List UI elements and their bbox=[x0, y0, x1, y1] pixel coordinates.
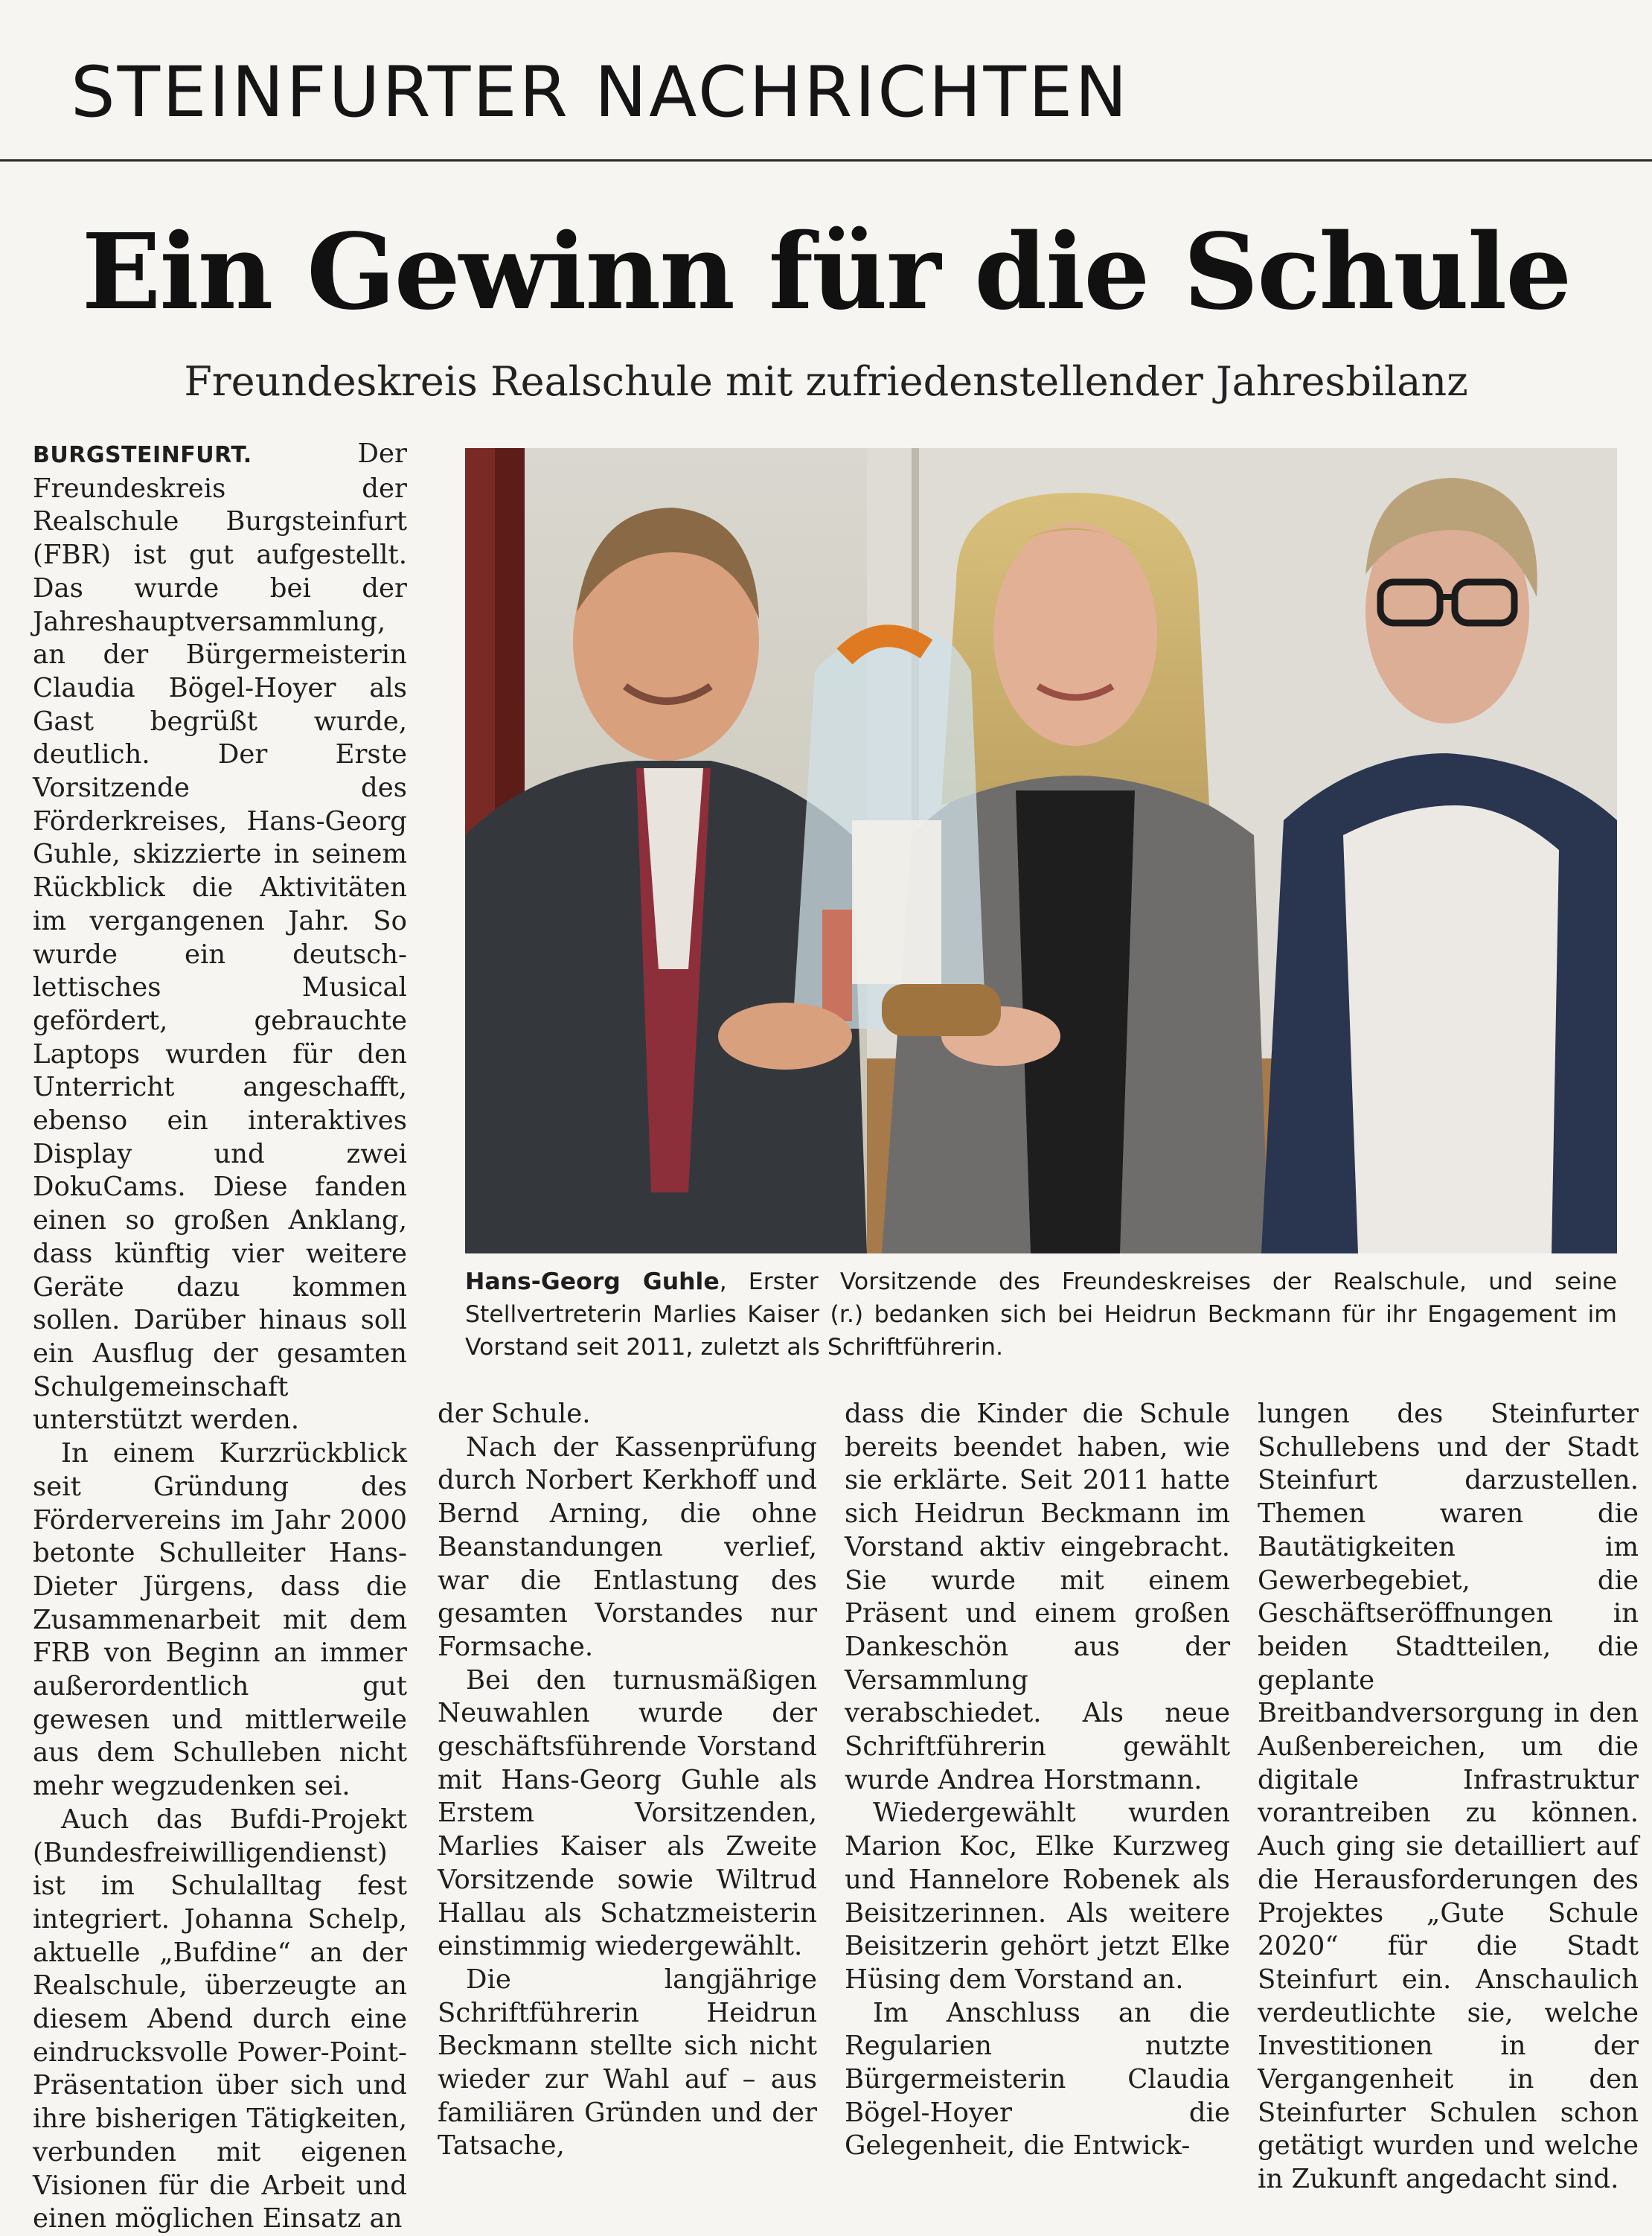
article-column-4 bbox=[1258, 1398, 1639, 2197]
paragraph: lungen des Steinfurter Schullebens und der Stadt Steinfurt darzustellen. Themen waren die Bautätigkeiten im Gewerbegebiet, die Geschäftseröffnungen in beiden Stadtteilen, die geplante Breitbandversorgung in den Außenbereichen, um die digitale Infrastruktur vorantreiben zu können. Auch ging sie detailliert auf die Herausforderungen des Projektes „Gute Schule 2020“ für die Stadt Steinfurt ein. Anschaulich verdeutlichte sie, welche Investitionen in der Vergangenheit in den Steinfurter Schulen schon getätigt wurden und welche in Zukunft angedacht sind. bbox=[1258, 1399, 1639, 2195]
paragraph-text: Der Freundeskreis der Realschule Burgsteinfurt (FBR) ist gut aufgestellt. Das wurde bei der Jahreshauptversammlung, an der Bürgermeisterin Claudia Bögel-Hoyer als Gast begrüßt wurde, deutlich. Der Erste Vorsitzende des Förderkreises, Hans-Georg Guhle, skizzierte in seinem Rückblick die Aktivitäten im vergangenen Jahr. So wurde ein deutsch-lettisches Musical gefördert, gebrauchte Laptops wurden für den Unterricht angeschafft, ebenso ein interaktives Display und zwei DokuCams. Diese fanden einen so großen Anklang, dass künftig vier weitere Geräte dazu kommen sollen. Darüber hinaus soll ein Ausflug der gesamten Schulgemeinschaft unterstützt werden. bbox=[33, 438, 407, 1436]
photo-illustration bbox=[465, 448, 1617, 1253]
paragraph: dass die Kinder die Schule bereits beendet haben, wie sie erklärte. Seit 2011 hatte sich Heidrun Beckmann im Vorstand aktiv eingebracht. Sie wurde mit einem Präsent und einem großen Dankeschön aus der Versammlung verabschiedet. Als neue Schriftführerin gewählt wurde Andrea Horstmann. bbox=[845, 1399, 1230, 1795]
photo-caption bbox=[465, 1265, 1617, 1364]
subheadline: Freundeskreis Realschule mit zufriedenstellender Jahresbilanz bbox=[184, 358, 1468, 405]
paragraph: In einem Kurzrückblick seit Gründung des Fördervereins im Jahr 2000 betonte Schulleiter Hans-Dieter Jürgens, dass die Zusammenarbeit mit dem FRB von Beginn an immer außerordentlich gut gewesen und mittlerweile aus dem Schulleben nicht mehr wegzudenken sei. bbox=[33, 1438, 407, 1802]
paragraph: Auch das Bufdi-Projekt (Bundesfreiwilligendienst) ist im Schulalltag fest integriert. Johanna Schelp, aktuelle „Bufdine“ an der Realschule, überzeugte an diesem Abend durch eine eindrucksvolle Power-Point-Präsentation über sich und ihre bisherigen Tätigkeiten, verbunden mit eigenen Visionen für die Arbeit und einen möglichen Einsatz an bbox=[33, 1804, 407, 2235]
header-rule bbox=[0, 159, 1652, 162]
paragraph: Bei den turnusmäßigen Neuwahlen wurde der geschäftsführende Vorstand mit Hans-Georg Guhle als Erstem Vorsitzenden, Marlies Kaiser als Zweite Vorsitzende sowie Wiltrud Hallau als Schatzmeisterin einstimmig wiedergewählt. bbox=[438, 1664, 817, 1962]
article-column-1 bbox=[33, 438, 407, 2236]
article-photo bbox=[465, 448, 1617, 1253]
paragraph: Nach der Kassenprüfung durch Norbert Kerkhoff und Bernd Arning, die ohne Beanstandungen verlief, war die Entlastung des gesamten Vorstandes nur Formsache. bbox=[438, 1431, 817, 1662]
paragraph: der Schule. bbox=[438, 1399, 591, 1429]
paragraph: Wiedergewählt wurden Marion Koc, Elke Kurzweg und Hannelore Robenek als Beisitzerinnen. Als weitere Beisitzerin gehört jetzt Elke Hüsing dem Vorstand an. bbox=[845, 1798, 1230, 1995]
paragraph: Die langjährige Schriftführerin Heidrun Beckmann stellte sich nicht wieder zur Wahl auf – aus familiären Gründen und der Tatsache, bbox=[438, 1964, 817, 2162]
article-column-3 bbox=[845, 1398, 1230, 2163]
headline: Ein Gewinn für die Schule bbox=[81, 211, 1571, 333]
caption-name: Hans-Georg Guhle bbox=[465, 1268, 720, 1295]
dateline: BURGSTEINFURT. bbox=[33, 442, 252, 468]
caption-text: , Erster Vorsitzende des Freundeskreises der Realschule, und seine Stellvertreterin Marlies Kaiser (r.) bedanken sich bei Heidrun Beckmann für ihr Engagement im Vorstand seit 2011, zuletzt als Schriftführerin. bbox=[465, 1268, 1617, 1361]
paragraph: Im Anschluss an die Regularien nutzte Bürgermeisterin Claudia Bögel-Hoyer die Gelegenheit, die Entwick- bbox=[845, 1997, 1230, 2162]
article-column-2 bbox=[438, 1398, 817, 2163]
section-title: STEINFURTER NACHRICHTEN bbox=[71, 52, 1130, 133]
paragraph bbox=[33, 438, 407, 1437]
